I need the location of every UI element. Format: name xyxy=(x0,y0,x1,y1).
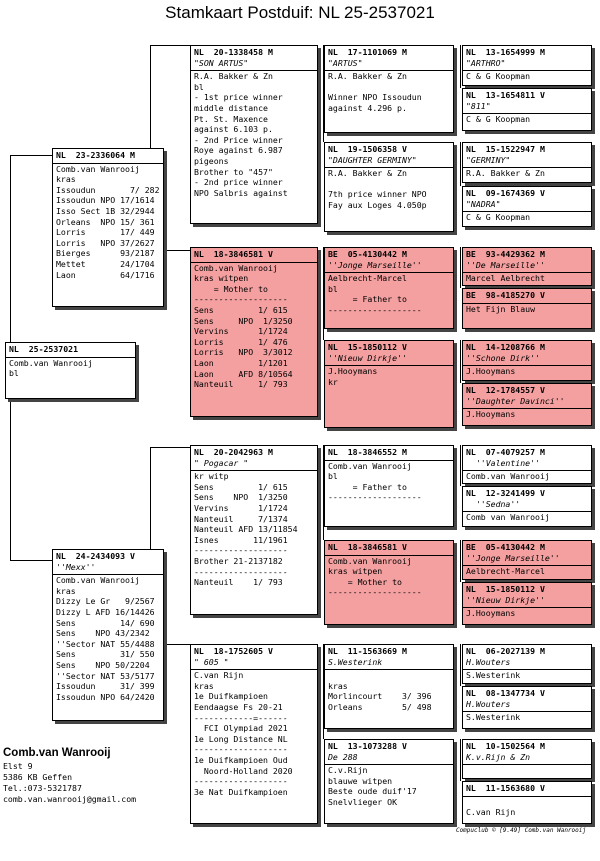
info-line: J.Hooymans xyxy=(466,366,516,377)
info-line: Sens NPO 43/2342 xyxy=(56,628,150,639)
ring-number: NL 15-1850112 V xyxy=(328,342,407,352)
owner-name: Comb.van Wanrooij xyxy=(3,747,111,759)
pigeon-nickname: ''Mexx'' xyxy=(56,561,96,572)
info-line: kras xyxy=(328,680,348,691)
ring-number: NL 12-3241499 V xyxy=(466,488,545,498)
ring-number: NL 20-1338458 M xyxy=(194,47,273,57)
ring-number: NL 08-1347734 V xyxy=(466,688,545,698)
page-title: Stamkaart Postduif: NL 25-2537021 xyxy=(165,3,435,22)
ring-number: BE 93-4429362 M xyxy=(466,249,545,259)
info-line: bl xyxy=(328,283,338,294)
info-line: Aelbrecht-Marcel xyxy=(328,273,407,284)
ring-number: BE 05-4130442 M xyxy=(328,249,407,259)
ring-number: NL 09-1674369 V xyxy=(466,188,545,198)
info-line: ------------------- xyxy=(328,587,422,598)
ring-number: NL 23-2336064 M xyxy=(56,150,135,160)
ring-number: NL 13-1654811 V xyxy=(466,90,545,100)
info-line: Sens 31/ 550 xyxy=(56,649,155,660)
info-line: Bierges 93/2187 xyxy=(56,248,155,259)
connector-line xyxy=(460,142,461,186)
pigeon-card-g4-10[interactable] xyxy=(462,486,592,527)
info-line: C.v.Rijn xyxy=(328,765,368,776)
info-line: Comb van Wanrooij xyxy=(466,512,550,523)
info-line: middle distance xyxy=(194,102,268,113)
info-line: kras witpen xyxy=(194,273,249,284)
info-line xyxy=(325,179,453,190)
ring-number: NL 07-4079257 M xyxy=(466,447,545,457)
pigeon-card-g4-9[interactable] xyxy=(462,445,592,484)
connector-line xyxy=(150,447,190,448)
footer-credit: Compuclub © [9.49] Comb.van Wanrooij xyxy=(455,827,586,834)
pigeon-card-dam[interactable] xyxy=(52,549,164,721)
info-line: J.Hooymans xyxy=(466,409,516,420)
pigeon-nickname: De 288 xyxy=(328,751,358,762)
connector-line xyxy=(460,45,461,88)
info-line: Sens 1/ 615 xyxy=(194,304,288,315)
connector-line xyxy=(460,445,461,486)
pigeon-nickname: ''Jonge Marseille'' xyxy=(328,259,422,270)
ring-number: NL 24-2434093 V xyxy=(56,551,135,561)
info-line: Isso Sect 1B 32/2944 xyxy=(56,205,155,216)
pigeon-card-g4-6[interactable] xyxy=(462,288,592,329)
ring-number: NL 18-3846581 V xyxy=(194,249,273,259)
pigeon-nickname: ''Nieuw Dirkje'' xyxy=(466,594,545,605)
owner-phone: Tel.:073-5321787 xyxy=(3,783,82,793)
info-line: Vervins 1/1724 xyxy=(194,502,288,513)
pigeon-card-sire-dam[interactable] xyxy=(190,247,318,417)
info-line: Fay aux Loges 4.050p xyxy=(328,199,427,210)
pigeon-card-g4-4[interactable] xyxy=(462,186,592,227)
info-line: Orleans NPO 15/ 361 xyxy=(56,216,155,227)
pigeon-card-sds[interactable] xyxy=(324,247,454,329)
info-line: - 2nd price winner xyxy=(194,177,283,188)
info-line: Comb.van Wanrooij xyxy=(194,262,278,273)
pigeon-card-ssd[interactable] xyxy=(324,142,454,232)
info-line: Sens NPO 50/2204 xyxy=(56,659,150,670)
info-line: Comb.van Wanrooij xyxy=(328,460,412,471)
pigeon-nickname: ''Sedna'' xyxy=(466,498,521,509)
pigeon-nickname: H.Wouters xyxy=(466,656,511,667)
info-line: against 4.296 p. xyxy=(328,102,407,113)
info-line: pigeons xyxy=(194,155,229,166)
info-line: Comb.van Wanrooij xyxy=(328,555,412,566)
info-line: ------------------- xyxy=(328,492,422,503)
pigeon-card-sdd[interactable] xyxy=(324,340,454,428)
info-line: FCI Olympiad 2021 xyxy=(194,723,288,734)
info-line: Nanteuil 7/1374 xyxy=(194,513,288,524)
info-line: Issoudun NPO 17/1614 xyxy=(56,195,155,206)
divider xyxy=(463,764,591,765)
info-line: kras xyxy=(56,585,76,596)
pigeon-nickname: ''De Marseille'' xyxy=(466,259,545,270)
owner-address-line: 5386 KB Geffen xyxy=(3,772,73,782)
pigeon-nickname: " Pogacar " xyxy=(194,457,249,468)
info-line: 3e Nat Duifkampioen xyxy=(194,786,288,797)
ring-number: NL 11-1563680 V xyxy=(466,783,545,793)
ring-number: NL 20-2042963 M xyxy=(194,447,273,457)
connector-line xyxy=(460,739,461,781)
info-line: = Father to xyxy=(328,294,407,305)
info-line: blauwe witpen xyxy=(328,775,393,786)
info-line: Pt. St. Maxence xyxy=(194,113,268,124)
pigeon-nickname: ''Schone Dirk'' xyxy=(466,352,540,363)
ring-number: BE 05-4130442 M xyxy=(466,542,545,552)
owner-address-line: Elst 9 xyxy=(3,761,33,771)
pigeon-nickname: ''Jonge Marseille'' xyxy=(466,552,560,563)
info-line: S.Westerink xyxy=(466,670,521,681)
pigeon-card-sire-sire[interactable] xyxy=(190,45,318,224)
connector-line xyxy=(10,155,52,156)
pigeon-nickname: "ARTUS" xyxy=(328,57,363,68)
info-line: NPO Salbris against xyxy=(194,187,288,198)
info-line: Comb.van Wanrooij xyxy=(56,163,140,174)
info-line: Lorris NPO 37/2627 xyxy=(56,237,155,248)
pigeon-nickname: "DAUGHTER GERMINY" xyxy=(328,154,417,165)
info-line: 7th price winner NPO xyxy=(328,189,427,200)
pigeon-nickname: ''Valentine'' xyxy=(466,457,540,468)
info-line: = Mother to xyxy=(328,576,402,587)
ring-number: NL 17-1101069 M xyxy=(328,47,407,57)
info-line: - 1st price winner xyxy=(194,92,283,103)
info-line: ''Sector NAT 55/4488 xyxy=(56,638,155,649)
pigeon-card-g4-1[interactable] xyxy=(462,45,592,86)
pigeon-nickname: ''Daughter Davinci'' xyxy=(466,395,565,406)
pigeon-card-g4-13[interactable] xyxy=(462,644,592,684)
ring-number: NL 19-1506358 V xyxy=(328,144,407,154)
pigeon-card-dam-sire[interactable] xyxy=(190,445,318,615)
info-line: Lorris 1/ 476 xyxy=(194,336,288,347)
info-line: C & G Koopman xyxy=(466,114,531,125)
pigeon-card-g4-5[interactable] xyxy=(462,247,592,286)
info-line: Issoudun 31/ 399 xyxy=(56,681,155,692)
info-line: Comb.van Wanrooij xyxy=(56,575,140,586)
connector-line xyxy=(460,540,461,582)
info-line: R.A. Bakker & Zn xyxy=(328,168,407,179)
info-line: Issoudun 7/ 282 xyxy=(56,184,160,195)
pigeon-card-g4-16[interactable] xyxy=(462,781,592,824)
pigeon-card-g4-14[interactable] xyxy=(462,686,592,729)
pigeon-nickname: H.Wouters xyxy=(466,698,511,709)
pigeon-nickname: "SON ARTUS" xyxy=(194,57,249,68)
ring-number: NL 18-3846581 V xyxy=(328,542,407,552)
info-line: Brother 21-2137182 xyxy=(194,555,283,566)
info-line: Aelbrecht-Marcel xyxy=(466,566,545,577)
connector-line xyxy=(150,45,190,46)
pigeon-card-sire[interactable] xyxy=(52,148,164,307)
ring-number: NL 15-1522947 M xyxy=(466,144,545,154)
ring-number: BE 98-4185270 V xyxy=(466,290,545,300)
pigeon-card-dss[interactable] xyxy=(324,445,454,527)
info-line: kr witp xyxy=(194,471,229,482)
pigeon-card-dsd[interactable] xyxy=(324,540,454,625)
info-line: bl xyxy=(9,368,19,379)
info-line xyxy=(325,670,453,681)
info-line: Nanteuil AFD 13/11854 xyxy=(194,524,298,535)
pigeon-card-dds[interactable] xyxy=(324,644,454,729)
info-line: ------------------- xyxy=(194,566,288,577)
info-line: ''Sector NAT 53/5177 xyxy=(56,670,155,681)
info-line: Lorris 17/ 449 xyxy=(56,227,155,238)
info-line: Brother to "457" xyxy=(194,166,273,177)
pigeon-card-g4-3[interactable] xyxy=(462,142,592,183)
info-line: Laon 1/1201 xyxy=(194,357,288,368)
ring-number: NL 14-1208766 M xyxy=(466,342,545,352)
info-line: bl xyxy=(328,471,338,482)
connector-line xyxy=(460,340,461,383)
info-line: against 6.103 p. xyxy=(194,124,273,135)
info-line: Vervins 1/1724 xyxy=(194,326,288,337)
info-line: R.A. Bakker & Zn xyxy=(194,71,273,82)
ring-number: NL 06-2027139 M xyxy=(466,646,545,656)
info-line: Beste oude duif'17 xyxy=(328,786,417,797)
info-line: 1e Long Distance NL xyxy=(194,733,288,744)
info-line: = Mother to xyxy=(194,283,268,294)
info-line: C & G Koopman xyxy=(466,71,531,82)
ring-number: NL 25-2537021 xyxy=(9,344,79,354)
info-line: Sens NPO 1/3250 xyxy=(194,315,293,326)
pigeon-card-sss[interactable] xyxy=(324,45,454,133)
info-line: Winner NPO Issoudun xyxy=(328,92,422,103)
info-line: kr xyxy=(328,376,338,387)
ring-number: NL 11-1563669 M xyxy=(328,646,407,656)
info-line: Dizzy Le Gr 9/2567 xyxy=(56,596,155,607)
pigeon-card-ddd[interactable] xyxy=(324,739,454,824)
pigeon-nickname: "ARTHRO" xyxy=(466,57,506,68)
pigeon-nickname: "NADRA" xyxy=(466,198,501,209)
info-line: Noord-Holland 2020 xyxy=(194,765,293,776)
info-line: ------------------- xyxy=(194,744,288,755)
connector-line xyxy=(460,644,461,686)
ring-number: NL 12-1784557 V xyxy=(466,385,545,395)
info-line: Lorris NPO 3/3012 xyxy=(194,347,293,358)
pigeon-card-g4-11[interactable] xyxy=(462,540,592,580)
pigeon-card-g4-8[interactable] xyxy=(462,383,592,426)
owner-block xyxy=(3,746,136,805)
info-line: Sens 14/ 690 xyxy=(56,617,155,628)
connector-line xyxy=(10,560,52,561)
info-line: C.van Rijn xyxy=(466,807,516,818)
info-line: Mettet 24/1704 xyxy=(56,258,155,269)
info-line: Sens NPO 1/3250 xyxy=(194,492,288,503)
info-line: = Father to xyxy=(328,481,407,492)
pigeon-card-g4-2[interactable] xyxy=(462,88,592,131)
info-line: kras xyxy=(194,680,214,691)
info-line: R.A. Bakker & Zn xyxy=(328,71,407,82)
pigeon-card-g4-15[interactable] xyxy=(462,739,592,779)
pigeon-nickname: ''Nieuw Dirkje'' xyxy=(328,352,407,363)
info-line: R.A. Bakker & Zn xyxy=(466,168,545,179)
ring-number: NL 15-1850112 V xyxy=(466,584,545,594)
info-line: Het Fijn Blauw xyxy=(466,303,536,314)
info-line xyxy=(325,82,453,93)
info-line: Snelvlieger OK xyxy=(328,796,398,807)
info-line: S.Westerink xyxy=(466,712,521,723)
info-line: Nanteuil 1/ 793 xyxy=(194,577,283,588)
pigeon-nickname: "GERMINY" xyxy=(466,154,511,165)
pigeon-nickname: " 605 " xyxy=(194,656,229,667)
pigeon-nickname: S.Westerink xyxy=(328,656,383,667)
pigeon-card-subject[interactable] xyxy=(5,342,136,399)
info-line: ------------=------ xyxy=(194,712,288,723)
info-line xyxy=(463,797,591,808)
pigeon-nickname: "811" xyxy=(466,100,491,111)
pigeon-card-dam-dam[interactable] xyxy=(190,644,318,824)
info-line: Comb.van Wanrooij xyxy=(9,357,93,368)
info-line: kras witpen xyxy=(328,566,383,577)
info-line: Comb.van Wanrooij xyxy=(466,471,550,482)
info-line: J.Hooymans xyxy=(328,366,378,377)
connector-line xyxy=(460,247,461,288)
info-line: kras xyxy=(56,174,76,185)
info-line: ------------------- xyxy=(194,776,288,787)
info-line: C & G Koopman xyxy=(466,212,531,223)
pigeon-nickname: K.v.Rijn & Zn xyxy=(466,751,531,762)
info-line: Orleans 5/ 498 xyxy=(328,701,432,712)
pigeon-card-g4-7[interactable] xyxy=(462,340,592,381)
info-line: ------------------- xyxy=(194,545,288,556)
owner-email: comb.van.wanrooij@gmail.com xyxy=(3,794,137,804)
info-line: bl xyxy=(194,81,204,92)
ring-number: NL 13-1073288 V xyxy=(328,741,407,751)
info-line: ------------------- xyxy=(328,304,422,315)
info-line: C.van Rijn xyxy=(194,670,244,681)
info-line: Morlincourt 3/ 396 xyxy=(328,691,432,702)
info-line: - 2nd Price winner xyxy=(194,134,283,145)
info-line: Nanteuil 1/ 793 xyxy=(194,379,288,390)
info-line: Sens 1/ 615 xyxy=(194,481,288,492)
info-line: Isnes 11/1961 xyxy=(194,534,288,545)
info-line: ------------------- xyxy=(194,294,288,305)
pigeon-card-g4-12[interactable] xyxy=(462,582,592,625)
ring-number: NL 18-3846552 M xyxy=(328,447,407,457)
info-line: Issoudun NPO 64/2420 xyxy=(56,691,155,702)
info-line: Laon 64/1716 xyxy=(56,269,155,280)
info-line: 1e Duifkampioen Oud xyxy=(194,754,288,765)
ring-number: NL 18-1752605 V xyxy=(194,646,273,656)
info-line: Roye against 6.987 xyxy=(194,145,283,156)
info-line: Marcel Aelbrecht xyxy=(466,273,545,284)
info-line: Laon AFD 8/10564 xyxy=(194,368,293,379)
info-line: 1e Duifkampioen xyxy=(194,691,268,702)
ring-number: NL 13-1654999 M xyxy=(466,47,545,57)
info-line: Eendaagse Fs 20-21 xyxy=(194,701,283,712)
info-line: J.Hooymans xyxy=(466,608,516,619)
info-line: Dizzy L AFD 16/14426 xyxy=(56,606,155,617)
ring-number: NL 10-1502564 M xyxy=(466,741,545,751)
